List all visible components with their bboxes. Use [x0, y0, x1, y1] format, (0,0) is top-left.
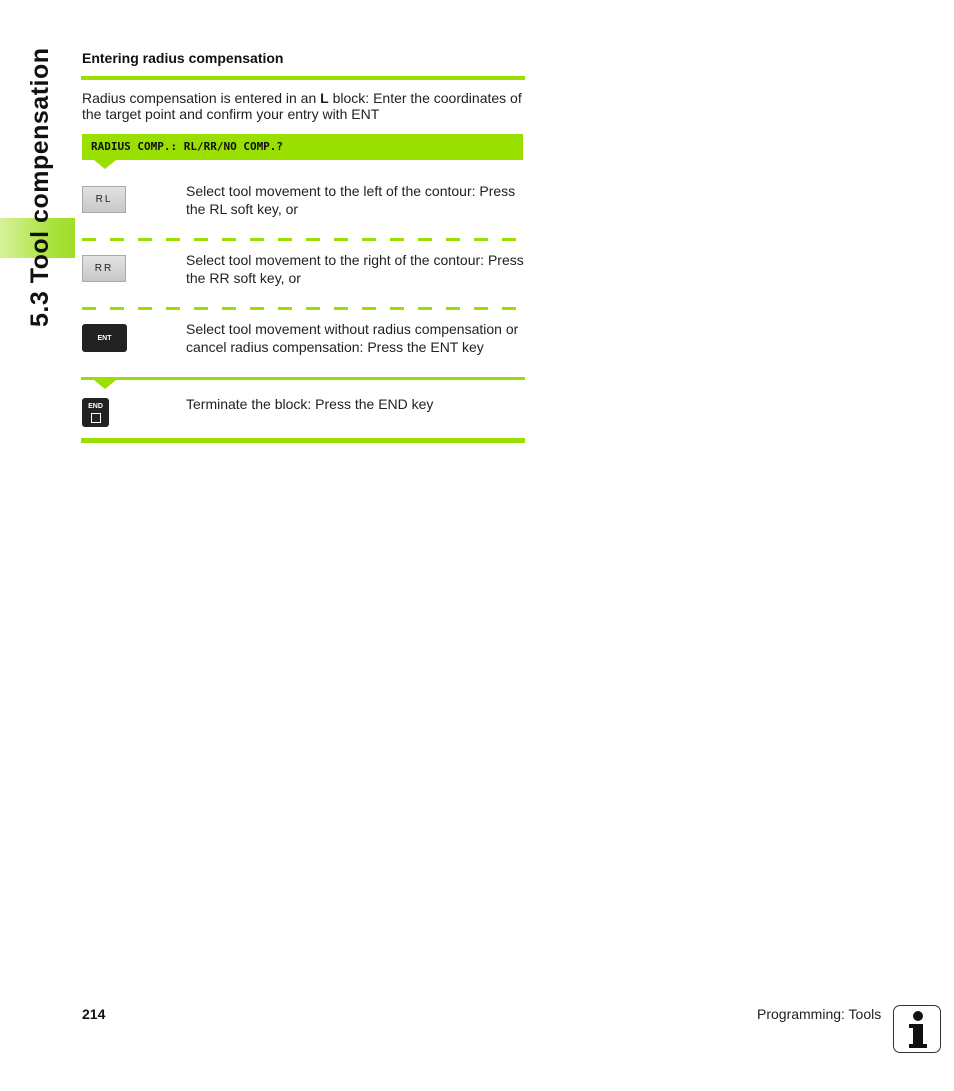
step-rl-description: Select tool movement to the left of the contour: Press the RL soft key, or	[186, 183, 516, 217]
end-key-label: END	[88, 403, 103, 410]
intro-text-end: block: Enter the coordinates of the target point and confirm your entry with ENT	[82, 90, 522, 122]
section-title-vertical	[26, 47, 56, 332]
step-rule	[81, 377, 525, 380]
step-pointer-icon	[94, 380, 116, 389]
info-icon	[893, 1005, 941, 1053]
end-key-square-icon	[91, 413, 101, 423]
page-number: 214	[82, 1006, 106, 1022]
ent-key[interactable]	[82, 324, 127, 352]
ent-key-label: ENT	[97, 334, 112, 342]
step-rr-description: Select tool movement to the right of the contour: Press the RR soft key, or	[186, 252, 524, 286]
prompt-pointer-icon	[94, 160, 116, 169]
step-ent-description: Select tool movement without radius compensation or cancel radius compensation: Press the ENT key	[186, 321, 519, 355]
section-title-text: 5.3 Tool compensation	[26, 47, 54, 327]
intro-paragraph	[82, 90, 527, 122]
step-end-description: Terminate the block: Press the END key	[186, 396, 434, 412]
end-key[interactable]	[82, 398, 109, 427]
intro-text-start: Radius compensation is entered in an	[82, 90, 321, 106]
intro-code-word: L	[320, 90, 329, 106]
dialog-prompt: RADIUS COMP.: RL/RR/NO COMP.?	[82, 134, 523, 160]
rr-softkey[interactable]	[82, 255, 126, 282]
alternative-separator	[82, 307, 525, 310]
table-bottom-rule	[81, 438, 525, 443]
alternative-separator	[82, 238, 525, 241]
section-heading: Entering radius compensation	[82, 50, 284, 66]
rr-softkey-label: RR	[94, 263, 114, 274]
rl-softkey[interactable]	[82, 186, 126, 213]
chapter-label: Programming: Tools	[757, 1006, 882, 1022]
heading-rule	[81, 76, 525, 80]
rl-softkey-label: RL	[95, 194, 113, 205]
